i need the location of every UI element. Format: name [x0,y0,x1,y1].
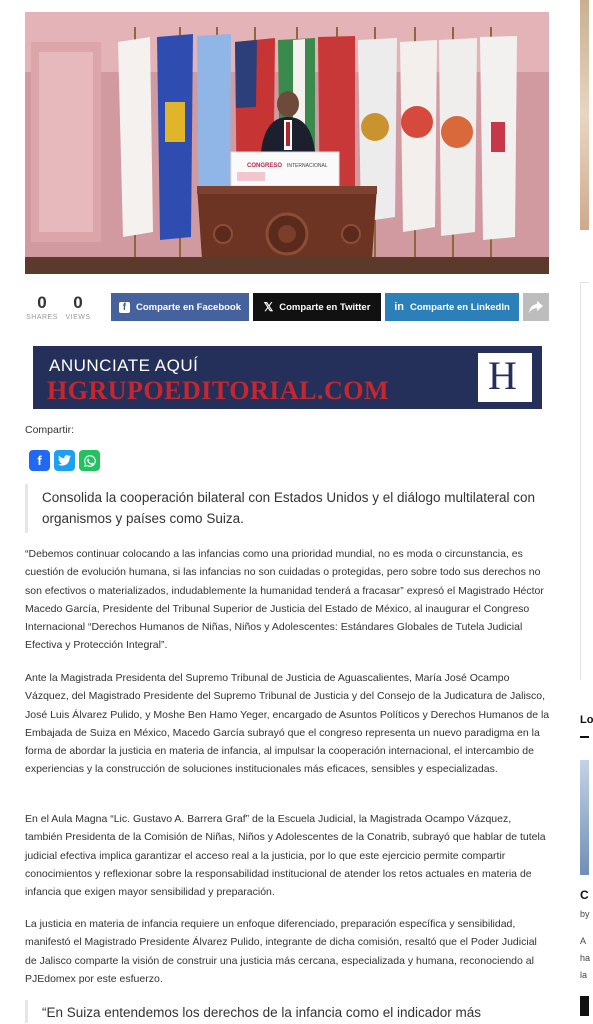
sidebar-widget-box [580,282,589,680]
share-linkedin-button[interactable] [385,293,519,321]
compartir-label: Compartir: [25,424,75,436]
share-twitter-button[interactable] [253,293,381,321]
share-linkedin-label: Comparte en LinkedIn [410,301,510,313]
share-twitter-label: Comparte en Twitter [279,301,371,313]
share-more-button[interactable] [523,293,549,321]
sidebar-post-excerpt-1: A [580,936,587,946]
twitter-share-icon[interactable] [54,450,75,471]
whatsapp-share-icon[interactable] [79,450,100,471]
sidebar-post-byline: by [580,909,590,919]
x-icon: 𝕏 [263,300,274,314]
ad-banner[interactable] [33,346,542,409]
sidebar-image[interactable] [580,0,589,230]
article-lead-text: Consolida la cooperación bilateral con Estados Unidos y el diálogo multilateral con organismos y países como Suiza. [42,490,536,526]
hero-illustration [25,12,549,274]
sidebar-post-thumbnail[interactable] [580,760,589,875]
shares-counter [25,293,59,323]
sidebar-read-more-button[interactable] [580,996,589,1016]
shares-label: SHARES [26,314,58,321]
sidebar-post-excerpt-3: la [580,970,588,980]
linkedin-icon: in [394,301,404,313]
article-paragraph-2: Ante la Magistrada Presidenta del Supremo Tribunal de Justicia de Aguascalientes, María José Ocampo Vázquez, del Magistrado Presidente del Supremo Tribunal de Justicia y del Consejo de la Judicatura de Jalisco, José Luis Álvarez Pulido, y Moshe Ben Hamo Yeger, encargado de Asuntos Políticos y Derechos Humanos de la Embajada de Suiza en México, Macedo García subrayó que el congreso representa un nuevo paradigma en la forma de abordar la justicia en materia de infancia, al impulsar la cooperación internacional, el intercambio de experiencias y la construcción de soluciones institucionales más eficaces, sensibles y especializadas. [25,672,550,776]
ad-logo: H [488,353,517,398]
ad-headline: ANUNCIATE AQUÍ [49,356,199,375]
bird-icon [58,455,71,466]
facebook-share-icon[interactable]: f [29,450,50,471]
article-blockquote [25,1000,549,1023]
podium-sign-subtext: INTERNACIONAL [287,163,328,169]
podium-sign-text: CONGRESO [247,163,283,169]
sidebar-post-excerpt-2: ha [580,953,591,963]
facebook-icon: f [119,302,130,313]
article-lead-quote [25,484,549,533]
shares-count: 0 [37,293,47,312]
ad-url: HGRUPOEDITORIAL.COM [47,376,389,405]
share-bar [25,293,549,323]
hero-photo [25,12,549,274]
sidebar-heading: Lo [580,714,593,726]
sidebar-post-title[interactable]: C [580,888,589,902]
article-paragraph-3: En el Aula Magna “Lic. Gustavo A. Barrera Graf” de la Escuela Judicial, la Magistrada Ocampo Vázquez, también Presidenta de la Comisión de Niñas, Niños y Adolescentes de la Conatrib, subrayó que hablar de tutela judicial efectiva implica garantizar el acceso real a la justicia, por lo que este ejercicio permite compartir conocimientos y reflexionar sobre la responsabilidad institucional de atender los retos actuales en materia de infancia que exigen mayor sensibilidad y preparación. [25,813,546,899]
share-facebook-button[interactable] [111,293,249,321]
share-facebook-label: Comparte en Facebook [135,301,242,313]
article-paragraph-4: La justicia en materia de infancia requiere un enfoque diferenciado, preparación específica y sensibilidad, manifestó el Magistrado Presidente Álvarez Pulido, integrante de dicha comisión, resaltó que el Poder Judicial de Jalisco comparte la visión de construir una justicia más cercana, especializada y humana, reconociendo al PJEdomex por este esfuerzo. [25,918,537,985]
whatsapp-icon [83,454,97,468]
sidebar-heading-underline [580,736,589,738]
article-blockquote-text: “En Suiza entendemos los derechos de la infancia como el indicador más [42,1005,481,1020]
social-share-icons [29,450,100,471]
views-count: 0 [73,293,83,312]
views-label: VIEWS [65,314,91,321]
views-counter [61,293,95,323]
share-arrow-icon [529,301,543,313]
article-paragraph-1: “Debemos continuar colocando a las infancias como una prioridad mundial, no es moda o circunstancia, es cuestión de evolución humana, si las infancias no son cuidadas o protegidas, pero sobre todo sus derechos no son efectivos o materializados, indudablemente la humanidad tenderá a fracasar” expresó el Magistrado Héctor Macedo García, Presidente del Tribunal Superior de Justicia del Estado de México, al inaugurar el Congreso Internacional “Derechos Humanos de Niñas, Niños y Adolescentes: Estándares Globales de Tutela Judicial Efectiva y Protección Integral”. [25,548,544,652]
